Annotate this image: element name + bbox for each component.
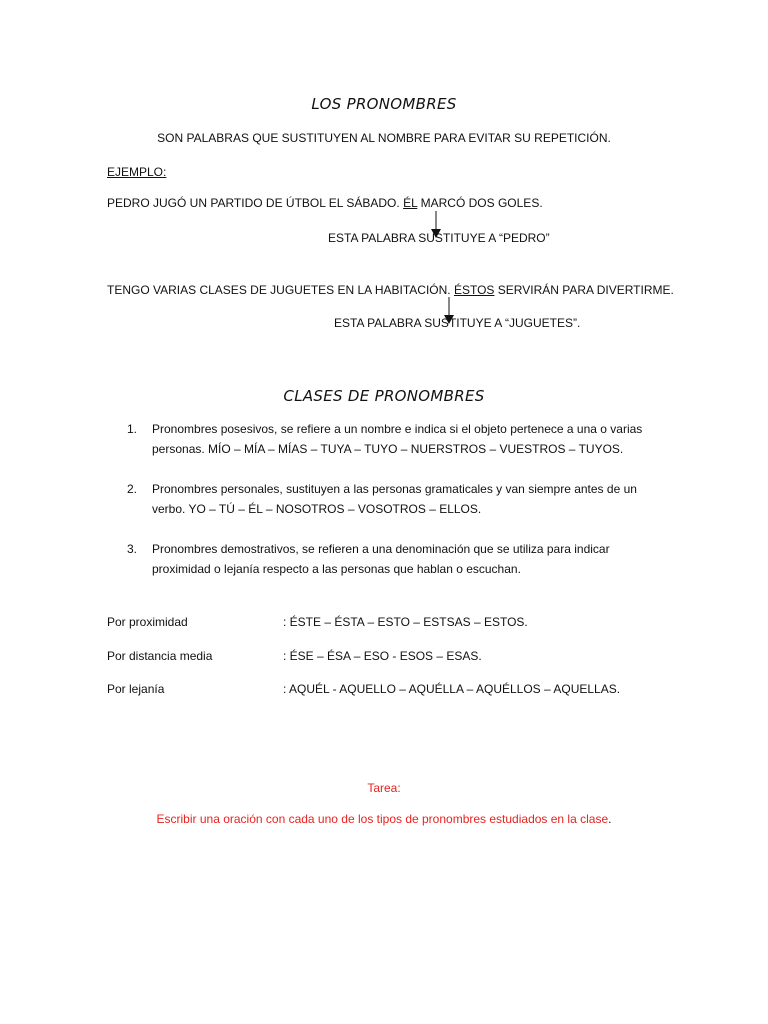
list-item-text: Pronombres posesivos, se refiere a un nombre e indica si el objeto pertenece a una o varias personas. MÍO – MÍA – MÍAS – TUYA – TUYO – NUERSTROS – VUESTROS – TUYOS. xyxy=(152,422,643,456)
list-item xyxy=(127,419,667,459)
task-text xyxy=(0,812,768,826)
task-text-period: . xyxy=(608,812,612,826)
example-note-1: ESTA PALABRA SUSTITUYE A “PEDRO” xyxy=(328,231,550,245)
example-note-2: ESTA PALABRA SUSTITUYE A “JUGUETES”. xyxy=(334,316,581,330)
example-sentence-1-before: PEDRO JUGÓ UN PARTIDO DE ÚTBOL EL SÁBADO. xyxy=(107,196,404,210)
example-sentence-2-before: TENGO VARIAS CLASES DE JUGUETES EN LA HABITACIÓN. xyxy=(107,283,454,297)
demonstrative-label: Por distancia media xyxy=(107,649,213,663)
task-heading: Tarea: xyxy=(367,781,401,795)
list-item-number: 2. xyxy=(127,482,138,496)
definition-text: SON PALABRAS QUE SUSTITUYEN AL NOMBRE PARA EVITAR SU REPETICIÓN. xyxy=(157,131,611,145)
classes-title: CLASES DE PRONOMBRES xyxy=(283,387,485,405)
example-sentence-1 xyxy=(107,196,543,210)
list-item xyxy=(127,539,667,579)
list-item-number: 1. xyxy=(127,422,138,436)
example-sentence-1-after: MARCÓ DOS GOLES. xyxy=(417,196,543,210)
list-item-text: Pronombres demostrativos, se refieren a una denominación que se utiliza para indicar proximidad o lejanía respecto a las personas que hablan o escuchan. xyxy=(152,542,610,576)
example-heading: EJEMPLO: xyxy=(107,165,167,179)
demonstrative-label: Por lejanía xyxy=(107,682,165,696)
list-item-text: Pronombres personales, sustituyen a las personas gramaticales y van siempre antes de un verbo. YO – TÚ – ÉL – NOSOTROS – VOSOTROS – ELLOS. xyxy=(152,482,637,516)
example-sentence-2 xyxy=(107,283,674,297)
pronoun-classes-list xyxy=(127,419,667,599)
demonstrative-label: Por proximidad xyxy=(107,615,188,629)
list-item xyxy=(127,479,667,519)
example-sentence-2-after: SERVIRÁN PARA DIVERTIRME. xyxy=(494,283,674,297)
example-pronoun-2: ÉSTOS xyxy=(453,283,495,297)
demonstrative-value: : AQUÉL - AQUELLO – AQUÉLLA – AQUÉLLOS – AQUELLAS. xyxy=(283,682,621,696)
task-text-body: Escribir una oración con cada uno de los tipos de pronombres estudiados en la clase xyxy=(156,812,609,826)
list-item-number: 3. xyxy=(127,542,138,556)
document-title: LOS PRONOMBRES xyxy=(311,95,457,113)
demonstrative-value: : ÉSTE – ÉSTA – ESTO – ESTSAS – ESTOS. xyxy=(283,615,528,629)
demonstrative-value: : ÉSE – ÉSA – ESO - ESOS – ESAS. xyxy=(283,649,482,663)
example-pronoun-1: ÉL xyxy=(403,196,418,210)
